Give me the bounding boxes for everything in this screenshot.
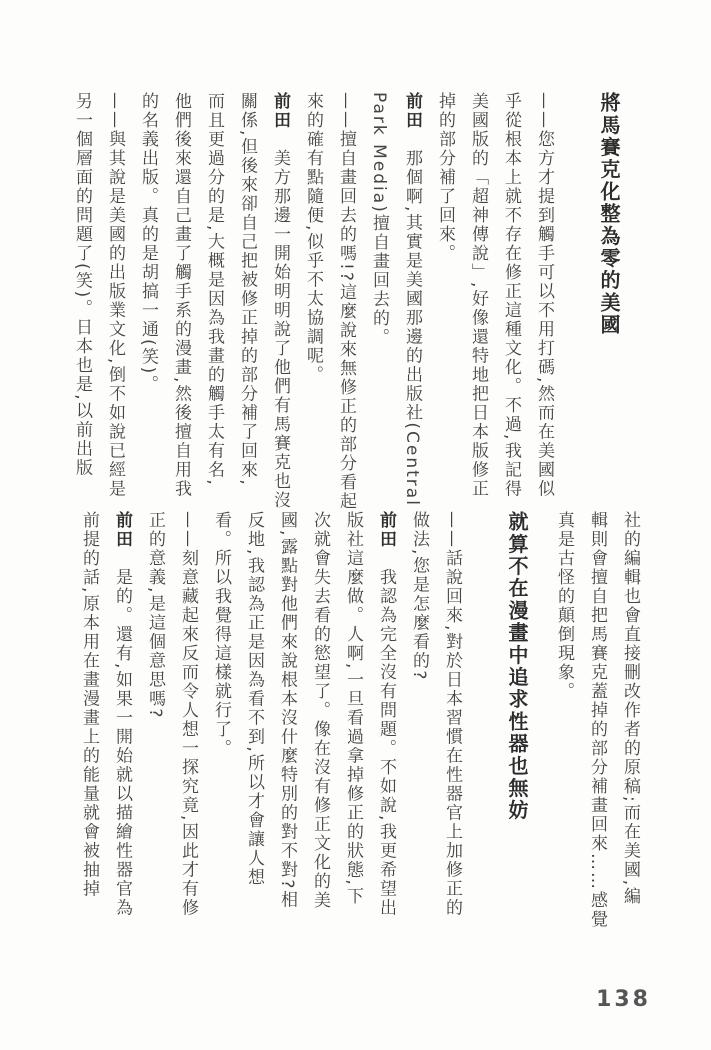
- text-column: 乎從根本上就不存在修正這種文化。不過,我記得: [501, 92, 521, 499]
- text-column: ——與其說是美國的出版業文化,倒不如說已經是: [105, 92, 125, 499]
- column-text: 那個啊,其實是美國那邊的出版社(Central: [402, 130, 422, 507]
- text-column: [105, 511, 138, 943]
- speaker-name: 前田: [270, 92, 290, 130]
- bottom-section: [72, 511, 646, 943]
- text-column: ——話說回來,對於日本習慣在性器官上加修正的: [442, 511, 462, 918]
- text-column: 美國版的「超神傳說」,好像還特地把日本版修正: [468, 92, 488, 499]
- page-number: 138: [596, 987, 651, 1012]
- column-text: 美方那邊一開始明明說了他們有馬賽克也沒: [270, 130, 290, 510]
- text-column: ——您方才提到觸手可以不用打碼,然而在美國似: [534, 92, 554, 499]
- top-section: [65, 92, 622, 524]
- speaker-name: 前田: [112, 511, 132, 549]
- text-column: ——擅自畫回去的嗎!?這麼說來無修正的部分看起: [336, 92, 356, 511]
- text-column: 來的確有點隨便,似乎不太協調呢。: [303, 92, 323, 385]
- text-column: 次就會失去看的慾望了。像在沒有修正文化的美: [310, 511, 330, 910]
- column-text: 我認為完全沒有問題。不如說,我更希望出: [376, 549, 396, 918]
- text-column: 反地,我認為正是因為看不到,所以才會讓人想: [244, 511, 264, 887]
- text-column: [369, 511, 402, 943]
- text-column: 關係,但後來卻自己把被修正掉的部分補了回來,: [237, 92, 257, 487]
- section-heading: 就算不在漫畫中追求性器也無妨: [505, 511, 529, 822]
- text-column: 國,露點對他們來說根本沒什麼特別的對不對?相: [277, 511, 297, 910]
- text-column: 掉的部分補了回來。: [435, 92, 455, 263]
- text-column: Park Media)擅自畫回去的。: [369, 92, 389, 347]
- text-column: 版社這麼做。人啊,一旦看過拿掉修正的狀態,下: [343, 511, 363, 906]
- text-column: 看。所以我覺得這樣就行了。: [211, 511, 231, 758]
- text-column: 他們後來還自己畫了觸手系的漫畫,然後擅自用我: [171, 92, 191, 499]
- section-heading: 將馬賽克化整為零的美國: [597, 92, 621, 337]
- text-column: 而且更過分的是,大概是因為我畫的觸手太有名,: [204, 92, 224, 487]
- text-column: 前提的話,原本用在畫漫畫上的能量就會被抽掉: [79, 511, 99, 899]
- speaker-name: 前田: [402, 92, 422, 130]
- text-column: ——刻意藏起來反而令人想一探究竟,因此才有修: [178, 511, 198, 918]
- text-column: 正的意義,是這個意思嗎?: [145, 511, 165, 720]
- text-column: 社的編輯也會直接刪改作者的原稿;而在美國,編: [620, 511, 640, 907]
- text-column: 另一個層面的問題了(笑)。日本也是,以前出版: [72, 92, 92, 478]
- text-column: [263, 92, 296, 524]
- text-column: [395, 92, 428, 524]
- column-text: 是的。還有,如果一開始就以描繪性器官為: [112, 549, 132, 918]
- text-column: 做法,您是怎麼看的?: [409, 511, 429, 682]
- speaker-name: 前田: [376, 511, 396, 549]
- text-column: 輯則會擅自把馬賽克蓋掉的部分補畫回來……感覺: [587, 511, 607, 929]
- text-column: 的名義出版。真的是胡搞一通(笑)。: [138, 92, 158, 395]
- text-column: 真是古怪的顛倒現象。: [554, 511, 574, 701]
